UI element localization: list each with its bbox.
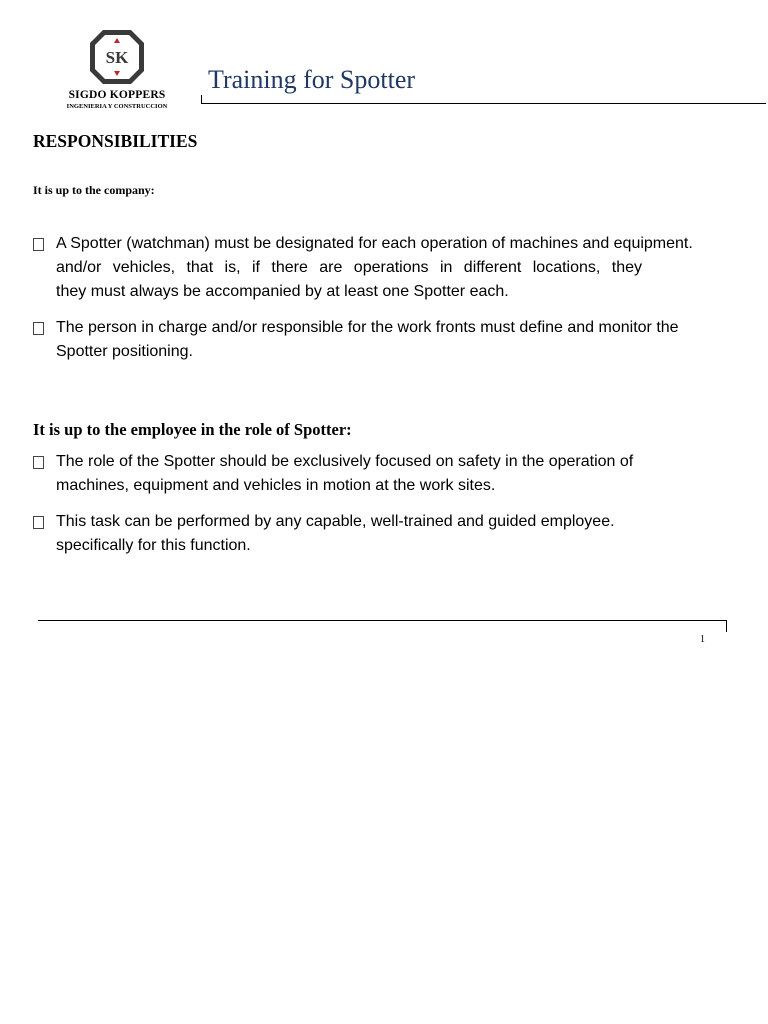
footer-rule-tick <box>726 620 727 632</box>
bullet-line: The person in charge and/or responsible for the work fronts must define and monitor the <box>56 319 679 336</box>
bullet-line: they must always be accompanied by at least one Spotter each. <box>56 283 509 300</box>
checkbox-bullet-icon <box>33 232 47 258</box>
footer-rule <box>38 620 726 621</box>
document-title: Training for Spotter <box>208 65 416 94</box>
bullet-line: A Spotter (watchman) must be designated for each operation of machines and equipment. <box>56 235 693 252</box>
header-rule <box>202 103 766 104</box>
checkbox-bullet-icon <box>33 450 47 476</box>
logo-company-name: SIGDO KOPPERS <box>68 89 166 101</box>
bullet-line: The role of the Spotter should be exclusively focused on safety in the operation of <box>56 453 634 470</box>
section-heading: RESPONSIBILITIES <box>33 131 198 151</box>
company-logo <box>60 27 174 113</box>
bullet-line: Spotter positioning. <box>56 343 193 360</box>
bullet-line: and/or vehicles, that is, if there are operations in different locations, they <box>56 259 642 276</box>
list-item <box>33 232 738 304</box>
list-item <box>33 450 738 498</box>
bullet-line: machines, equipment and vehicles in motion at the work sites. <box>56 477 496 494</box>
logo-company-subtitle: INGENIERIA Y CONSTRUCCION <box>66 103 168 110</box>
checkbox-bullet-icon <box>33 510 47 536</box>
bullet-line: specifically for this function. <box>56 537 251 554</box>
bullet-line: This task can be performed by any capable, well-trained and guided employee. <box>56 513 615 530</box>
list-item <box>33 316 738 364</box>
employee-intro: It is up to the employee in the role of Spotter: <box>33 420 352 439</box>
company-intro: It is up to the company: <box>33 183 155 197</box>
logo-monogram: SK <box>105 48 129 67</box>
list-item <box>33 510 738 558</box>
page-number: 1 <box>700 634 705 645</box>
checkbox-bullet-icon <box>33 316 47 342</box>
sk-octagon-icon <box>60 27 174 87</box>
